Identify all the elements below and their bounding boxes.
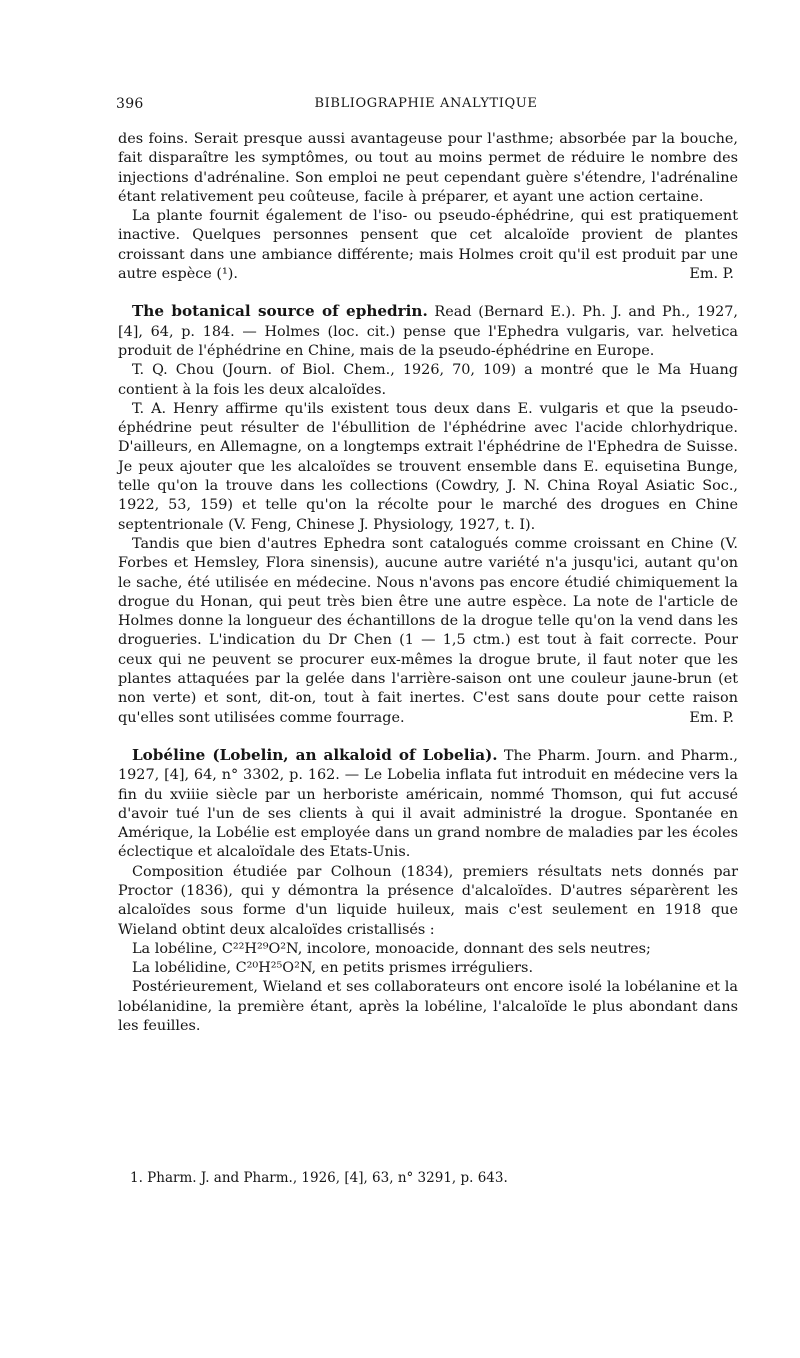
entry2-paragraph-5: Postérieurement, Wieland et ses collaborateurs ont encore isolé la lobélanine et la lobélanidine, la première étant, après la lobéline, l'alcaloïde le plus abondant dans les feuilles. — [118, 979, 738, 1035]
page-body — [118, 130, 738, 1036]
entry1-paragraph-4: Tandis que bien d'autres Ephedra sont catalogués comme croissant en Chine (V. Forbes et Hemsley, Flora sinensis), aucune autre variété n'a jusqu'ici, autant qu'on le sache, été utilisée en médecine. Nous n'avons pas encore étudié chimiquement la drogue du Honan, qui peut très bien être une autre espèce. La note de l'article de Holmes donne la longueur des échantillons de la drogue telle qu'on la vend dans les drogueries. L'indication du Dr Chen (1 — 1,5 ctm.) est tout à fait correcte. Pour ceux qui ne peuvent se procurer eux-mêmes la drogue brute, il faut noter que les plantes attaquées par la gelée dans l'arrière-saison ont une couleur jaune-brun (et non verte) et sont, dit-on, tout à fait inertes. C'est sans doute pour cette raison qu'elles sont utilisées comme fourrage. — [118, 535, 738, 726]
running-title: BIBLIOGRAPHIE ANALYTIQUE — [314, 96, 538, 111]
entry1-reference: Read (Bernard E.). Ph. J. and Ph., 1927, [4], 64, p. 184. — Holmes (loc. cit.) pense que l'Ephedra vulgaris, var. helvetica produit de l'éphédrine en Chine, mais de la pseudo-éphédrine en Europe. — [118, 304, 738, 359]
entry1-title: The botanical source of ephedrin. — [132, 302, 428, 321]
page-number: 396 — [116, 96, 144, 112]
entry2-title: Lobéline (Lobelin, an alkaloid of Lobelia). — [132, 745, 498, 764]
entry-lobeline — [118, 746, 738, 1036]
entry1-paragraph-1 — [118, 302, 738, 361]
entry1-signature: Em. P. — [689, 709, 734, 726]
entry2-paragraph-2: Composition étudiée par Colhoun (1834), premiers résultats nets donnés par Proctor (1836), qui y démontra la présence d'alcaloïdes. D'autres séparèrent les alcaloïdes sous forme d'un liquide huileux, mais c'est seulement en 1918 que Wieland obtint deux alcaloïdes cristallisés : — [118, 863, 738, 938]
entry2-paragraph-1 — [118, 746, 738, 863]
entry1-paragraph-2: T. Q. Chou (Journ. of Biol. Chem., 1926, 70, 109) a montré que le Ma Huang contient à la fois les deux alcaloïdes. — [118, 362, 738, 398]
entry2-paragraph-3: La lobéline, C²²H²⁹O²N, incolore, monoacide, donnant des sels neutres; — [132, 940, 651, 957]
entry2-paragraph-4: La lobélidine, C²⁰H²⁵O²N, en petits prismes irréguliers. — [132, 960, 534, 977]
entry1-paragraph-3: T. A. Henry affirme qu'ils existent tous deux dans E. vulgaris et que la pseudo-éphédrine peut résulter de l'ébullition de l'éphédrine avec l'acide chlorhydrique. D'ailleurs, en Allemagne, on a longtemps extrait l'éphédrine de l'Ephedra de Suisse. Je peux ajouter que les alcaloïdes se trouvent ensemble dans E. equisetina Bunge, telle qu'on la trouve dans les collections (Cowdry, J. N. China Royal Asiatic Soc., 1922, 53, 159) et telle qu'on la récolte pour le marché des drogues en Chine septentrionale (V. Feng, Chinese J. Physiology, 1927, t. I). — [118, 400, 738, 533]
intro-paragraph-1: des foins. Serait presque aussi avantageuse pour l'asthme; absorbée par la bouche, fait disparaître les symptômes, ou tout au moins permet de réduire le nombre des injections d'adrénaline. Son emploi ne peut cependant guère s'étendre, l'adrénaline étant relativement peu coûteuse, facile à préparer, et ayant une action certaine. — [118, 131, 738, 205]
entry2-reference: The Pharm. Journ. and Pharm., 1927, [4], 64, n° 3302, p. 162. — Le Lobelia inflata fut introduit en médecine vers la fin du xviiie siècle par un herboriste américain, nommé Thomson, qui fut accusé d'avoir tué l'un de ses clients à qui il avait administré la drogue. Spontanée en Amérique, la Lobélie est employée dans un grand nombre de maladies par les écoles éclectique et alcaloïdale des Etats-Unis. — [118, 747, 739, 861]
intro-paragraph-2-text: La plante fournit également de l'iso- ou pseudo-éphédrine, qui est pratiquement inactive. Quelques personnes pensent que cet alcaloïde provient de plantes croissant dans une ambiance différente; mais Holmes croit qu'il est produit par une autre espèce (¹). — [118, 208, 738, 283]
intro-signature: Em. P. — [689, 266, 734, 283]
entry-botanical-source — [118, 302, 738, 728]
footnote: 1. Pharm. J. and Pharm., 1926, [4], 63, n° 3291, p. 643. — [130, 1170, 508, 1186]
